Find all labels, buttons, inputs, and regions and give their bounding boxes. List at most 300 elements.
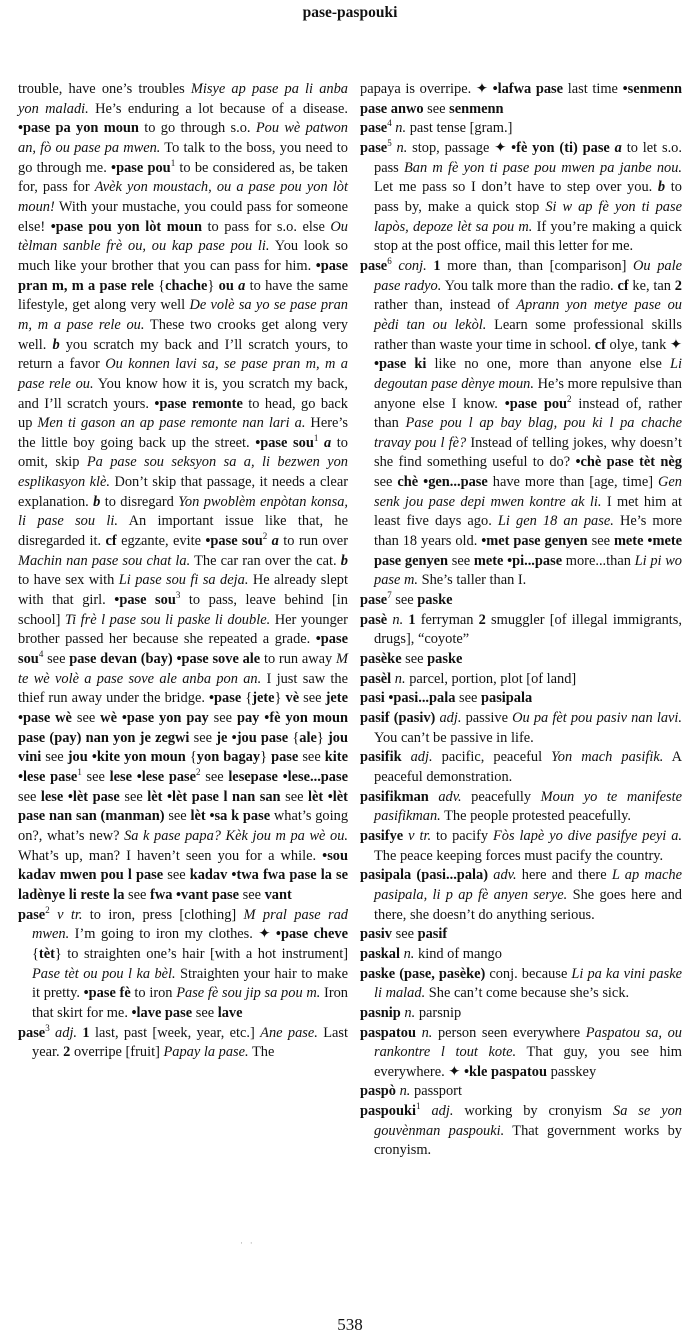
entry-text: chache: [165, 277, 208, 294]
entry-text: instead of, rather than: [374, 395, 682, 432]
entry-text: see: [423, 100, 450, 117]
homonym-number: 4: [387, 118, 392, 129]
entry-text: n.: [392, 611, 404, 628]
entry-text: ferryman: [415, 611, 479, 628]
dictionary-entry: [360, 80, 682, 119]
entry-text: yon bagay: [196, 749, 261, 766]
entry-text: to go through s.o.: [138, 120, 256, 137]
left-column: [18, 80, 348, 1063]
right-column: [360, 80, 682, 1161]
entry-text: adj.: [55, 1024, 78, 1041]
entry-text: Pase fè sou jip sa pou m.: [176, 985, 321, 1002]
entry-text: } to straighten one’s hair [with a hot instrument]: [54, 945, 348, 962]
entry-text: like no one, more than anyone else: [426, 356, 670, 373]
entry-text: n.: [421, 1024, 433, 1041]
entry-text: What’s up, man? I haven’t seen you for a while.: [18, 847, 323, 864]
entry-text: •pase pou: [504, 395, 568, 412]
entry-text: pasifye: [360, 827, 404, 844]
entry-text: see: [41, 749, 68, 766]
entry-text: see: [299, 690, 326, 707]
entry-text: b: [52, 336, 60, 353]
entry-text: •pase sou: [255, 434, 314, 451]
entry-text: cf: [617, 277, 629, 294]
entry-text: Li degoutan pase dènye moun.: [374, 356, 682, 392]
entry-text: see: [164, 808, 191, 825]
entry-text: to omit, skip: [18, 434, 348, 471]
entry-text: lèt •lèt pase l nan san: [147, 788, 281, 805]
entry-text: n.: [396, 139, 408, 156]
entry-text: paspouki: [360, 1103, 417, 1120]
entry-text: I just saw the thief run away under the bridge.: [18, 670, 348, 707]
entry-text: {: [153, 277, 166, 294]
entry-text: v tr.: [57, 906, 83, 923]
dictionary-entry: [360, 925, 682, 945]
entry-text: }: [207, 277, 219, 294]
entry-text: 2: [674, 277, 682, 294]
entry-text: Don’t skip that passage, it needs a clear explanation.: [18, 474, 349, 510]
entry-text: what’s going on?, what’s new?: [18, 808, 349, 844]
entry-text: have more than [age, time]: [487, 474, 659, 491]
entry-text: b: [340, 552, 348, 569]
entry-text: see: [43, 651, 70, 668]
entry-text: •chè pase tèt nèg: [575, 454, 682, 471]
entry-text: Li pi wo pase m.: [374, 552, 682, 589]
entry-text: see: [71, 710, 101, 726]
entry-text: pasèl: [360, 670, 392, 687]
entry-text: mete •mete pase genyen: [374, 533, 683, 569]
entry-text: •lafwa pase: [492, 81, 564, 97]
entry-text: to be considered as, be taken for, pass for: [18, 159, 348, 196]
dictionary-entry: [360, 591, 682, 611]
entry-text: see: [239, 886, 265, 903]
entry-text: •pase cheve: [275, 926, 348, 943]
entry-text: pase: [360, 592, 388, 609]
entry-text: Li pase sou fi sa deja.: [118, 572, 249, 589]
entry-text: kadav •twa fwa pase la se ladènye li reste la: [18, 867, 348, 903]
entry-text: ale: [299, 729, 317, 746]
entry-text: Let me pass so I don’t have to step over you.: [374, 179, 658, 196]
entry-text: M te wè volè a pase sove ale anba pon an.: [18, 651, 348, 687]
entry-text: }: [316, 729, 328, 746]
entry-text: {: [241, 690, 253, 707]
entry-text: pay •fè yon moun pase (pay) nan yon je zegwi: [18, 710, 348, 746]
entry-text: •pase ki: [374, 356, 427, 373]
entry-text: to iron: [130, 985, 177, 1002]
entry-text: parcel, portion, plot [of land]: [405, 670, 577, 687]
entry-text: Sa k pase papa? Kèk jou m pa wè ou.: [124, 827, 349, 844]
entry-text: Misye ap pase pa li anba yon maladi.: [18, 81, 348, 117]
homonym-number: 2: [45, 904, 50, 915]
entry-text: Ou konnen lavi sa, se pase pran m, m a pase rele ou.: [18, 356, 349, 392]
entry-text: Yon pwoblèm enpòtan konsa, li pase sou li.: [18, 493, 348, 530]
entry-text: see: [587, 533, 614, 550]
entry-text: •kle paspatou: [463, 1063, 547, 1080]
entry-text: Pase tèt ou pou l ka bèl.: [32, 965, 176, 982]
entry-text: you scratch my back and I’ll scratch yours, to return a favor: [18, 336, 348, 373]
entry-text: L ap mache pasipala, li p ap fè anyen serye.: [374, 867, 682, 903]
page-header: pase-paspouki: [302, 4, 398, 21]
entry-text: pasnip: [360, 1004, 401, 1021]
entry-text: see: [455, 690, 481, 707]
entry-text: adv.: [493, 867, 517, 884]
entry-text: pasèke: [360, 651, 402, 668]
homonym-number: 6: [387, 256, 392, 267]
entry-text: senmenn: [449, 100, 504, 117]
entry-text: Aprann yon metye pase ou pèdi tan ou lekòl.: [374, 297, 682, 333]
entry-text: pase devan (bay) •pase sove ale: [69, 651, 261, 668]
entry-text: pase: [360, 257, 388, 274]
entry-text: Her younger brother passed her because she repeated a grade.: [18, 611, 348, 648]
entry-text: stop, passage ✦: [407, 139, 512, 156]
entry-text: parsnip: [415, 1004, 462, 1021]
entry-text: papaya is overripe. ✦: [360, 81, 493, 97]
entry-text: Instead of telling jokes, why doesn’t she find something useful to do?: [374, 434, 682, 471]
entry-text: He already slept with that girl.: [18, 572, 348, 609]
entry-text: The: [248, 1044, 275, 1061]
entry-text: wè •pase yon pay: [100, 710, 209, 726]
entry-text: lèt •lèt pase nan san (manman): [18, 788, 348, 825]
entry-text: person seen everywhere: [432, 1024, 586, 1041]
entry-text: She’s taller than I.: [417, 572, 527, 589]
entry-text: mete •pi...pase: [473, 552, 563, 569]
entry-text: pasif: [417, 926, 448, 943]
entry-text: more...than: [562, 552, 635, 569]
entry-text: see: [392, 926, 418, 943]
entry-text: He’s more repulsive than anyone else I know.: [374, 375, 682, 412]
entry-text: vant: [264, 886, 292, 903]
entry-text: Ban m fè yon ti pase pou mwen pa janbe nou.: [404, 159, 683, 176]
entry-text: paske: [417, 592, 453, 609]
entry-text: trouble, have one’s troubles: [18, 81, 191, 97]
entry-text: jete •pase wè: [18, 690, 348, 726]
entry-text: n.: [395, 120, 407, 137]
entry-text: cf: [105, 533, 117, 550]
dictionary-entry: [360, 1082, 682, 1102]
entry-text: see: [192, 1004, 218, 1021]
entry-text: jou •kite yon moun: [67, 749, 186, 766]
homonym-number: 2: [262, 531, 268, 542]
entry-text: a: [271, 533, 279, 550]
entry-text: Li gen 18 an pase.: [497, 513, 614, 530]
entry-text: •pase sou: [205, 533, 263, 550]
entry-text: more than, than [comparison]: [440, 257, 634, 274]
entry-text: pasè: [360, 611, 388, 628]
entry-text: tèt: [38, 945, 55, 962]
entry-text: Li pa ka vini paske li malad.: [374, 965, 682, 1002]
entry-text: paspò: [360, 1083, 396, 1100]
entry-text: pasi •pasi...pala: [360, 690, 456, 707]
entry-text: Avèk yon moustach, ou a pase pou yon lòt moun!: [18, 179, 348, 215]
entry-text: see: [124, 886, 151, 903]
entry-text: to let s.o. pass: [374, 139, 682, 176]
entry-text: {: [288, 729, 300, 746]
entry-text: 2: [63, 1044, 71, 1061]
entry-text: You know how it is, you scratch my back, and I’ll scratch yours.: [18, 375, 348, 412]
scan-speck: · ·: [240, 1238, 253, 1248]
entry-text: pasifikman: [360, 788, 429, 805]
entry-text: •pase sou: [18, 631, 348, 668]
entry-text: Papay la pase.: [163, 1044, 249, 1061]
entry-text: Paspatou sa, ou rankontre l tout kote.: [374, 1024, 682, 1061]
dictionary-entry: [360, 670, 682, 690]
entry-text: Machin nan pase sou chat la.: [18, 552, 191, 569]
entry-text: paskal: [360, 945, 400, 962]
entry-text: •fè yon (ti) pase: [511, 139, 615, 156]
entry-text: to have sex with: [18, 572, 119, 589]
entry-text: •met pase genyen: [481, 533, 588, 550]
entry-text: b: [93, 493, 101, 510]
entry-text: cf: [594, 336, 606, 353]
dictionary-entry: [360, 689, 682, 709]
entry-text: lave: [217, 1004, 243, 1021]
entry-text: Moun yo te manifeste pasifikman.: [374, 788, 682, 825]
entry-text: 1: [82, 1024, 90, 1041]
entry-text: working by cronyism: [453, 1103, 613, 1120]
dictionary-entry: [360, 257, 682, 591]
entry-text: }: [274, 690, 286, 707]
entry-text: pase: [18, 1024, 46, 1041]
entry-text: peacefully: [461, 788, 541, 805]
entry-text: egzante, evite: [116, 533, 206, 550]
entry-text: That government works by cronyism.: [374, 1122, 682, 1159]
entry-text: •pase sou: [114, 592, 176, 609]
entry-text: lesepase •lese...pase: [228, 768, 348, 785]
entry-text: You look so much like your brother that you can pass for him.: [18, 238, 348, 274]
entry-text: Ou pale pase radyo.: [374, 257, 682, 294]
entry-text: see: [18, 788, 41, 805]
entry-text: pasif (pasiv): [360, 710, 436, 726]
entry-text: pasiv: [360, 926, 392, 943]
entry-text: De volè sa yo se pase pran m, m a pase rele ou.: [18, 297, 349, 333]
dictionary-entry: [360, 650, 682, 670]
entry-text: •pase pa yon moun: [18, 120, 139, 137]
dictionary-entry: [360, 709, 682, 748]
entry-text: see: [208, 710, 237, 726]
entry-text: [402, 749, 411, 765]
entry-text: pacific, peaceful: [432, 749, 552, 766]
entry-text: see: [81, 768, 110, 785]
entry-text: {: [32, 945, 39, 962]
entry-text: Here’s the little boy going back up the street.: [18, 415, 348, 451]
entry-text: That guy, you see him everywhere. ✦: [374, 1044, 682, 1080]
dictionary-entry: [360, 945, 682, 965]
entry-text: Sa se yon gouvènman paspouki.: [374, 1103, 682, 1139]
dictionary-entry: [360, 611, 682, 650]
entry-text: ou: [218, 277, 239, 294]
entry-text: Men ti gason an ap pase remonte nan lari a.: [37, 415, 306, 432]
entry-text: M pral pase rad mwen.: [32, 906, 348, 943]
entry-text: pasifik: [360, 749, 402, 766]
entry-text: smuggler [of illegal immigrants, drugs], “coyote”: [374, 611, 683, 648]
entry-text: Ou tèlman sanble frè ou, ou kap pase pou li.: [18, 218, 348, 255]
entry-text: to pass, leave behind [in school]: [18, 592, 348, 628]
entry-text: She can’t come because she’s sick.: [425, 985, 630, 1002]
entry-text: {: [185, 749, 197, 766]
entry-text: An important issue like that, he disregarded it.: [18, 513, 348, 550]
entry-text: Iron that skirt for me.: [32, 985, 349, 1021]
entry-text: adj.: [431, 1103, 454, 1120]
entry-text: •sou kadav mwen pou l pase: [18, 847, 348, 884]
dictionary-entry: [360, 827, 682, 866]
dictionary-entry: [360, 788, 682, 827]
entry-text: 2: [478, 611, 486, 628]
dictionary-entry: [18, 1024, 348, 1063]
entry-text: She goes here and there, she doesn’t do anything serious.: [374, 886, 682, 923]
homonym-number: 1: [170, 157, 176, 168]
homonym-number: 1: [313, 433, 319, 444]
entry-text: see: [163, 867, 190, 884]
dictionary-entry: [360, 748, 682, 787]
entry-text: see: [280, 788, 309, 805]
entry-text: •pase pou: [111, 159, 171, 176]
entry-text: to iron, press [clothing]: [82, 906, 244, 923]
entry-text: adj.: [410, 749, 433, 766]
entry-text: n.: [404, 1004, 416, 1021]
entry-text: To talk to the boss, you need to go through me.: [18, 139, 348, 176]
entry-text: A peaceful demonstration.: [374, 749, 682, 785]
entry-text: see: [298, 749, 325, 766]
entry-text: je •jou pase: [216, 729, 289, 746]
entry-text: adv.: [438, 788, 462, 805]
homonym-number: 1: [77, 767, 82, 778]
entry-text: fwa •vant pase: [150, 886, 240, 903]
entry-text: a: [323, 434, 332, 451]
entry-text: He’s enduring a lot because of a disease.: [88, 100, 349, 117]
entry-text: 1: [408, 611, 416, 628]
entry-text: b: [657, 179, 666, 196]
entry-text: lese •lese pase: [109, 768, 197, 785]
entry-text: lese •lèt pase: [40, 788, 120, 805]
entry-text: passport: [410, 1083, 462, 1100]
entry-text: past tense [gram.]: [406, 120, 513, 137]
dictionary-entry: [18, 906, 348, 1024]
entry-text: to pass for s.o. else: [201, 218, 331, 235]
entry-text: to pass by, make a quick stop: [374, 179, 682, 215]
entry-text: adj.: [439, 710, 462, 726]
entry-text: •pase pran m, m a pase rele: [18, 257, 348, 294]
entry-text: With your mustache, you could pass for someone else!: [18, 198, 348, 235]
entry-text: pase: [360, 120, 388, 137]
entry-text: see: [189, 729, 217, 746]
entry-text: olye, tank ✦: [605, 336, 682, 353]
entry-text: 1: [433, 257, 441, 274]
entry-text: Ou pa fèt pou pasiv nan lavi.: [512, 710, 682, 726]
entry-text: }: [260, 749, 272, 766]
entry-text: pase: [271, 749, 299, 766]
homonym-number: 2: [567, 393, 572, 404]
entry-text: You talk more than the radio.: [441, 277, 618, 294]
entry-text: pasipala (pasi...pala): [360, 867, 488, 884]
entry-text: Last year.: [32, 1024, 349, 1061]
entry-text: •pase fè: [83, 985, 131, 1002]
entry-text: •pase pou yon lòt moun: [50, 218, 202, 235]
entry-text: last, past [week, year, etc.]: [89, 1024, 261, 1041]
entry-text: The peace keeping forces must pacify the country.: [374, 847, 664, 864]
dictionary-entry: [360, 866, 682, 925]
entry-text: pasipala: [481, 690, 533, 707]
homonym-number: 4: [38, 649, 44, 660]
entry-text: Yon mach pasifik.: [551, 749, 664, 766]
entry-text: a: [238, 277, 246, 294]
entry-text: to run over: [278, 533, 348, 550]
entry-text: see: [119, 788, 148, 805]
homonym-number: 3: [45, 1022, 50, 1033]
entry-text: [429, 789, 439, 805]
homonym-number: 7: [387, 590, 392, 601]
homonym-number: 2: [196, 767, 201, 778]
entry-text: paske (pase, pasèke): [360, 965, 486, 982]
entry-text: Ti frè l pase sou li paske li double.: [64, 611, 271, 628]
entry-text: conj.: [398, 257, 427, 274]
entry-text: •senmenn pase anwo: [360, 81, 682, 117]
entry-text: Straighten your hair to make it pretty.: [32, 965, 348, 1002]
entry-text: Pase pou l ap bay blag, pou ki l pa chache travay pou l fè?: [374, 415, 683, 451]
homonym-number: 5: [387, 138, 392, 149]
entry-text: n.: [399, 1083, 411, 1100]
entry-text: The people protested peacefully.: [440, 808, 631, 825]
entry-text: to disregard: [100, 493, 179, 510]
entry-text: see: [200, 768, 229, 785]
entry-text: •pase remonte: [154, 395, 243, 412]
entry-text: The car ran over the cat.: [190, 552, 341, 569]
entry-text: Pa pase sou seksyon sa a, li bezwen yon esplikasyon klè.: [18, 454, 348, 491]
entry-text: paspatou: [360, 1024, 416, 1041]
entry-text: see: [401, 651, 428, 668]
entry-text: If you’re making a quick stop at the post office, mail this letter for me.: [374, 218, 682, 255]
entry-text: here and there: [516, 867, 612, 884]
entry-text: to pacify: [431, 827, 493, 844]
entry-text: to head, go back up: [18, 395, 348, 432]
entry-text: ke, tan: [628, 277, 675, 294]
entry-text: passkey: [546, 1063, 597, 1080]
entry-text: Gen senk jou pase depi mwen kontre ak li.: [374, 474, 682, 510]
dictionary-entry: [360, 1102, 682, 1161]
entry-text: Fòs lapè yo dive pasifye peyi a.: [492, 827, 682, 844]
entry-text: to have the same lifestyle, get along very well: [18, 277, 348, 314]
entry-text: •pase: [209, 690, 242, 707]
dictionary-entry: [360, 1024, 682, 1083]
entry-text: n.: [394, 670, 406, 687]
entry-text: lèt •sa k pase: [190, 808, 271, 825]
entry-text: I’m going to iron my clothes. ✦: [69, 926, 276, 943]
entry-text: chè •gen...pase: [397, 474, 488, 491]
entry-text: He’s more than 18 years old.: [374, 513, 682, 550]
entry-text: conj. because: [485, 965, 572, 982]
page-number: 538: [337, 1315, 363, 1334]
entry-text: see: [448, 552, 474, 569]
dictionary-entry: [18, 80, 348, 906]
entry-text: jete: [252, 690, 275, 707]
entry-text: You can’t be passive in life.: [374, 729, 534, 746]
entry-text: last time: [563, 81, 623, 97]
dictionary-entry: [360, 965, 682, 1004]
entry-text: [50, 907, 57, 923]
entry-text: to run away: [260, 651, 336, 668]
dictionary-entry: [360, 139, 682, 257]
entry-text: pase: [18, 906, 46, 923]
entry-text: jou vini: [18, 729, 348, 766]
homonym-number: 3: [175, 590, 181, 601]
entry-text: pase: [360, 139, 388, 156]
entry-text: see: [391, 592, 418, 609]
entry-text: These two crooks get along very well.: [18, 316, 348, 353]
dictionary-entry: [360, 119, 682, 139]
entry-text: a: [614, 139, 622, 156]
entry-text: n.: [403, 945, 415, 962]
entry-text: passive: [461, 710, 513, 726]
entry-text: I met him at least five days ago.: [374, 493, 682, 530]
entry-text: [421, 1103, 432, 1119]
